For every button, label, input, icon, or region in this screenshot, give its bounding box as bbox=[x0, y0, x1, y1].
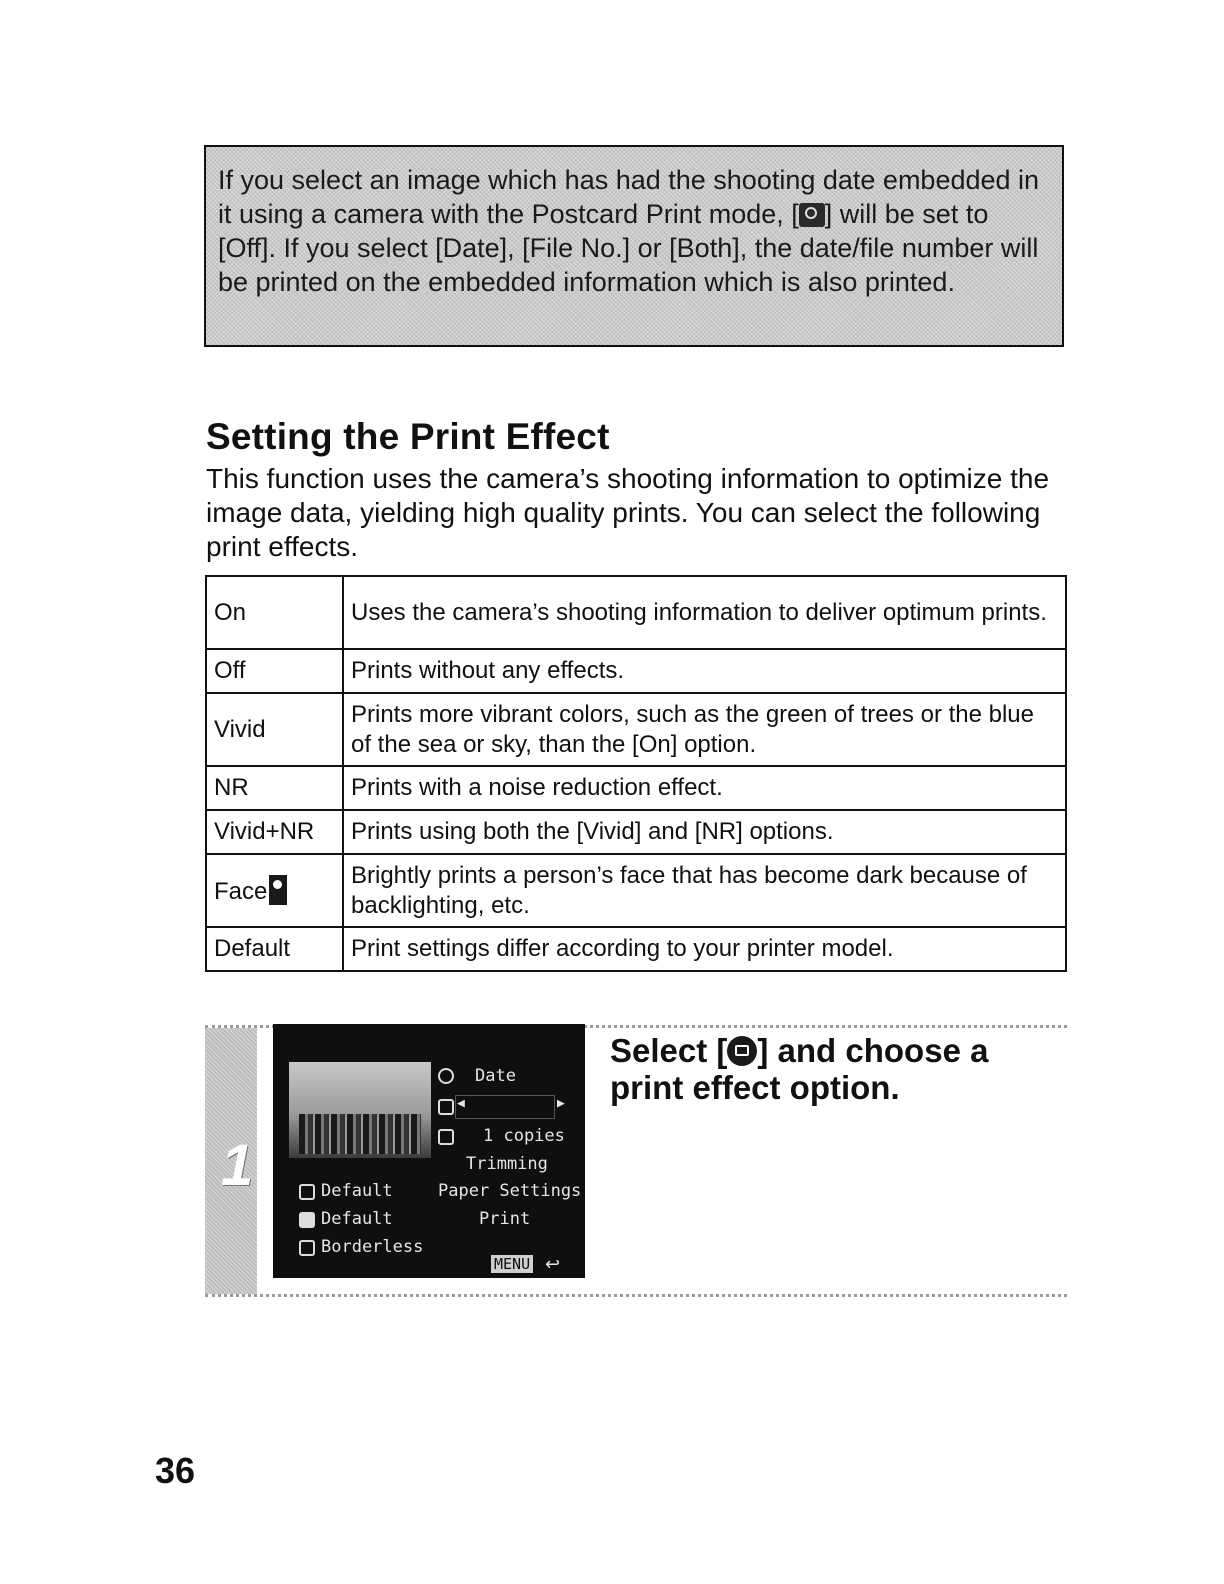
paper-type-value: Default bbox=[321, 1209, 393, 1229]
step-number: 1 bbox=[221, 1133, 254, 1198]
face-backlight-icon bbox=[269, 875, 287, 905]
print-effect-icon bbox=[438, 1099, 454, 1115]
right-arrow-icon: ▶ bbox=[557, 1096, 565, 1111]
paper-size-value: Default bbox=[321, 1181, 393, 1201]
effect-description: Prints without any effects. bbox=[343, 649, 1066, 693]
step-band bbox=[205, 1028, 257, 1294]
effect-name-cell bbox=[206, 854, 343, 927]
left-arrow-icon: ◀ bbox=[457, 1096, 465, 1111]
trimming-menu-item: Trimming bbox=[466, 1154, 548, 1174]
step-title-part1: Select [ bbox=[610, 1032, 728, 1069]
copies-setting: 1 copies bbox=[483, 1126, 565, 1146]
paper-settings-menu-item: Paper Settings bbox=[438, 1181, 582, 1201]
return-arrow-icon: ↩ bbox=[545, 1254, 561, 1275]
layout-value: Borderless bbox=[321, 1237, 424, 1257]
table-row bbox=[206, 766, 1066, 810]
table-row bbox=[206, 927, 1066, 971]
camera-lcd-screenshot bbox=[273, 1024, 585, 1278]
date-setting: Date bbox=[475, 1066, 516, 1086]
caution-note bbox=[204, 145, 1064, 347]
section-intro: This function uses the camera’s shooting information to optimize the image data, yielding high quality prints. You can select the following print effects. bbox=[206, 463, 1050, 562]
menu-button: MENU bbox=[491, 1255, 533, 1273]
copies-icon bbox=[438, 1129, 454, 1145]
print-effects-table bbox=[205, 575, 1067, 972]
effect-name: On bbox=[206, 576, 343, 649]
step-instruction bbox=[610, 1032, 1050, 1106]
layout-icon bbox=[299, 1240, 315, 1256]
table-row bbox=[206, 854, 1066, 927]
table-row bbox=[206, 649, 1066, 693]
effect-name: Vivid+NR bbox=[206, 810, 343, 854]
image-thumbnail bbox=[289, 1062, 431, 1158]
effect-name: Face bbox=[214, 877, 268, 905]
effect-description: Prints more vibrant colors, such as the green of trees or the blue of the sea or sky, than the [On] option. bbox=[343, 693, 1066, 766]
paper-type-icon bbox=[299, 1212, 315, 1228]
effect-name: Off bbox=[206, 649, 343, 693]
table-row bbox=[206, 693, 1066, 766]
print-effect-icon bbox=[727, 1036, 757, 1066]
step-title-part2: ] and choose a print effect option. bbox=[610, 1032, 989, 1106]
print-menu-item: Print bbox=[479, 1209, 531, 1229]
note-text-part1: If you select an image which has had the shooting date embedded in it using a camera with the Postcard Print mode, [ bbox=[218, 165, 1040, 229]
effect-name: Default bbox=[206, 927, 343, 971]
effect-description: Prints with a noise reduction effect. bbox=[343, 766, 1066, 810]
effect-description: Uses the camera’s shooting information to deliver optimum prints. bbox=[343, 576, 1066, 649]
date-print-icon bbox=[799, 203, 825, 227]
step-panel bbox=[205, 1025, 1067, 1297]
note-text-part2: ] will be set to [Off]. If you select [Date], [File No.] or [Both], the date/file number will be printed on the embedded information which is also printed. bbox=[218, 199, 1039, 297]
effect-description: Brightly prints a person’s face that has become dark because of backlighting, etc. bbox=[343, 854, 1066, 927]
effect-description: Print settings differ according to your printer model. bbox=[343, 927, 1066, 971]
effect-description: Prints using both the [Vivid] and [NR] options. bbox=[343, 810, 1066, 854]
print-effect-selector bbox=[455, 1095, 555, 1119]
effect-name: Vivid bbox=[206, 693, 343, 766]
date-print-icon bbox=[438, 1068, 454, 1084]
section-title: Setting the Print Effect bbox=[206, 416, 610, 457]
table-row bbox=[206, 576, 1066, 649]
table-row bbox=[206, 810, 1066, 854]
paper-size-icon bbox=[299, 1184, 315, 1200]
page-number: 36 bbox=[155, 1450, 196, 1491]
effect-name: NR bbox=[206, 766, 343, 810]
